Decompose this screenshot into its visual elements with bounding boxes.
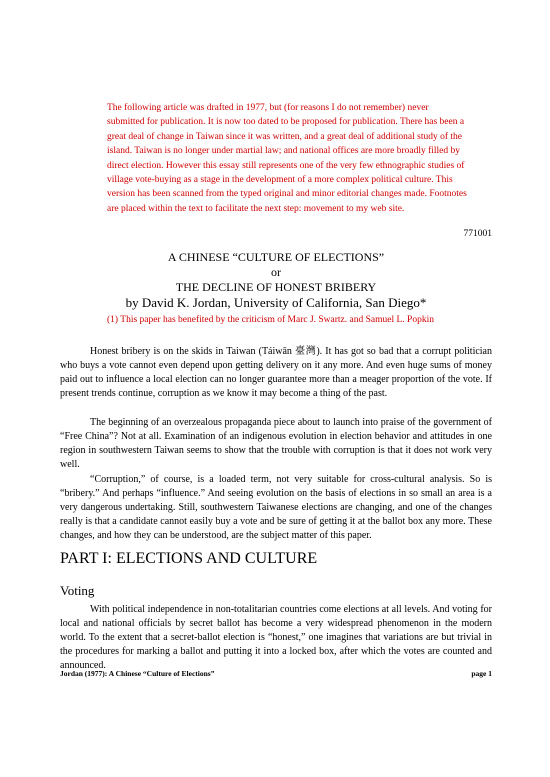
title-line-1: A CHINESE “CULTURE OF ELECTIONS” <box>167 250 385 264</box>
acknowledgement-footnote: (1) This paper has benefited by the criticism of Marc J. Swartz. and Samuel L. Popkin <box>107 315 434 325</box>
title-or: or <box>271 265 281 279</box>
page-footer <box>60 669 492 678</box>
section-heading: Voting <box>60 583 95 598</box>
footer-citation: Jordan (1977): A Chinese “Culture of Elections” <box>60 669 215 678</box>
author-line: by David K. Jordan, University of California, San Diego* <box>125 295 427 310</box>
title-block <box>60 250 492 310</box>
title-line-3: THE DECLINE OF HONEST BRIBERY <box>175 280 377 294</box>
paragraph-3: “Corruption,” of course, is a loaded term, not very suitable for cross-cultural analysis. So is “bribery.” And perhaps “influence.” And seeing evolution on the basis of elections in so small an area is a very dangerous undertaking. Still, southwestern Taiwanese elections are changing, and one of the changes really is that a candidate cannot easily buy a vote and be sure of getting it at the ballot box any more. These changes, and how they can be understood, are the subject matter of this paper. <box>60 474 492 541</box>
paragraph-4: With political independence in non-totalitarian countries come elections at all levels. And voting for local and national officials by secret ballot has become a very widespread phenomenon in the modern world. To the extent that a secret-ballot election is “honest,” one imagines that variations are but trivial in the procedures for marking a ballot and putting it into a locked box, after which the votes are counted and announced. <box>60 604 492 671</box>
part-heading: PART I: ELECTIONS AND CULTURE <box>60 550 318 567</box>
editorial-note: The following article was drafted in 1977, but (for reasons I do not remember) never submitted for publication. It is now too dated to be proposed for publication. There has been a great deal of change in Taiwan since it was written, and a great deal of additional study of the island. Taiwan is no longer under martial law; and national offices are more broadly filled by direct election. However this essay still represents one of the very few ethnographic studies of village vote-buying as a stage in the development of a more complex political culture. This version has been scanned from the typed original and minor editorial changes made. Footnotes are placed within the text to facilitate the next step: movement to my web site. <box>107 103 467 214</box>
page-number: page 1 <box>471 669 492 678</box>
paragraph-1: Honest bribery is on the skids in Taiwan (Táiwān 臺灣). It has got so bad that a corrupt politician who buys a vote cannot even depend upon getting delivery on it any more. And even huge sums of money paid out to influence a local election can no longer guarantee more than a meager proportion of the vote. If present trends continue, corruption as we know it may become a thing of the past. <box>60 346 492 399</box>
document-id: 771001 <box>463 229 492 239</box>
paragraph-2: The beginning of an overzealous propaganda piece about to launch into praise of the government of “Free China”? Not at all. Examination of an indigenous evolution in election behavior and attitudes in one region in southwestern Taiwan seems to show that the trouble with corruption is that it does not work very well. <box>60 417 492 470</box>
